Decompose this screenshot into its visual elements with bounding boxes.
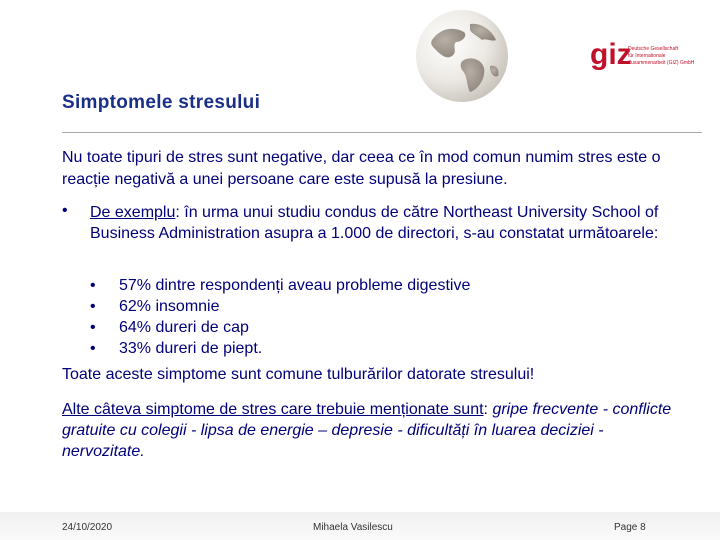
bullet-marker: • xyxy=(90,340,96,357)
logo-line: Deutsche Gesellschaft xyxy=(628,46,679,52)
bullet-marker: • xyxy=(90,298,96,315)
extra-symptoms-list: gripe frecvente - conflicte gratuite cu colegii - lipsa de energie – depresie - dificultăți în luarea deciziei - nervozitate. xyxy=(62,401,672,460)
logo-mark: giz xyxy=(590,38,632,71)
giz-logo xyxy=(590,38,700,76)
footer-page-number: Page 8 xyxy=(614,522,646,533)
list-item xyxy=(90,338,590,359)
conclusion-text: Toate aceste simptome sunt comune tulburărilor datorate stresului! xyxy=(62,366,535,383)
example-paragraph xyxy=(90,202,690,244)
list-item-text: 33% dureri de piept. xyxy=(119,340,263,357)
symptom-list xyxy=(90,275,590,359)
footer-author: Mihaela Vasilescu xyxy=(313,522,393,533)
logo-caption xyxy=(628,46,700,67)
list-item-text: 64% dureri de cap xyxy=(119,319,249,336)
list-item xyxy=(90,296,590,317)
logo-line: Zusammenarbeit (GIZ) GmbH xyxy=(628,60,695,66)
example-label: De exemplu xyxy=(90,204,176,221)
logo-line: für Internationale xyxy=(628,53,666,59)
bullet-marker: • xyxy=(62,202,68,219)
bullet-marker: • xyxy=(90,319,96,336)
list-item-text: 57% dintre respondenți aveau probleme digestive xyxy=(119,277,471,294)
extra-colon: : xyxy=(483,401,493,418)
list-item xyxy=(90,275,590,296)
slide-title: Simptomele stresului xyxy=(62,92,261,113)
intro-paragraph: Nu toate tipuri de stres sunt negative, dar ceea ce în mod comun numim stres este o reacție negativă a unei persoane care este supusă la presiune. xyxy=(62,149,661,188)
list-item xyxy=(90,317,590,338)
extra-label: Alte câteva simptome de stres care trebuie menționate sunt xyxy=(62,401,484,418)
list-item-text: 62% insomnie xyxy=(119,298,220,315)
extra-symptoms-paragraph xyxy=(62,399,682,462)
bullet-marker: • xyxy=(90,277,96,294)
globe-icon xyxy=(412,6,512,106)
footer-date: 24/10/2020 xyxy=(62,522,113,533)
example-text: : în urma unui studiu condus de către Northeast University School of Business Administration asupra a 1.000 de directori, s-au constatat următoarele: xyxy=(90,204,659,242)
title-divider xyxy=(62,132,702,133)
